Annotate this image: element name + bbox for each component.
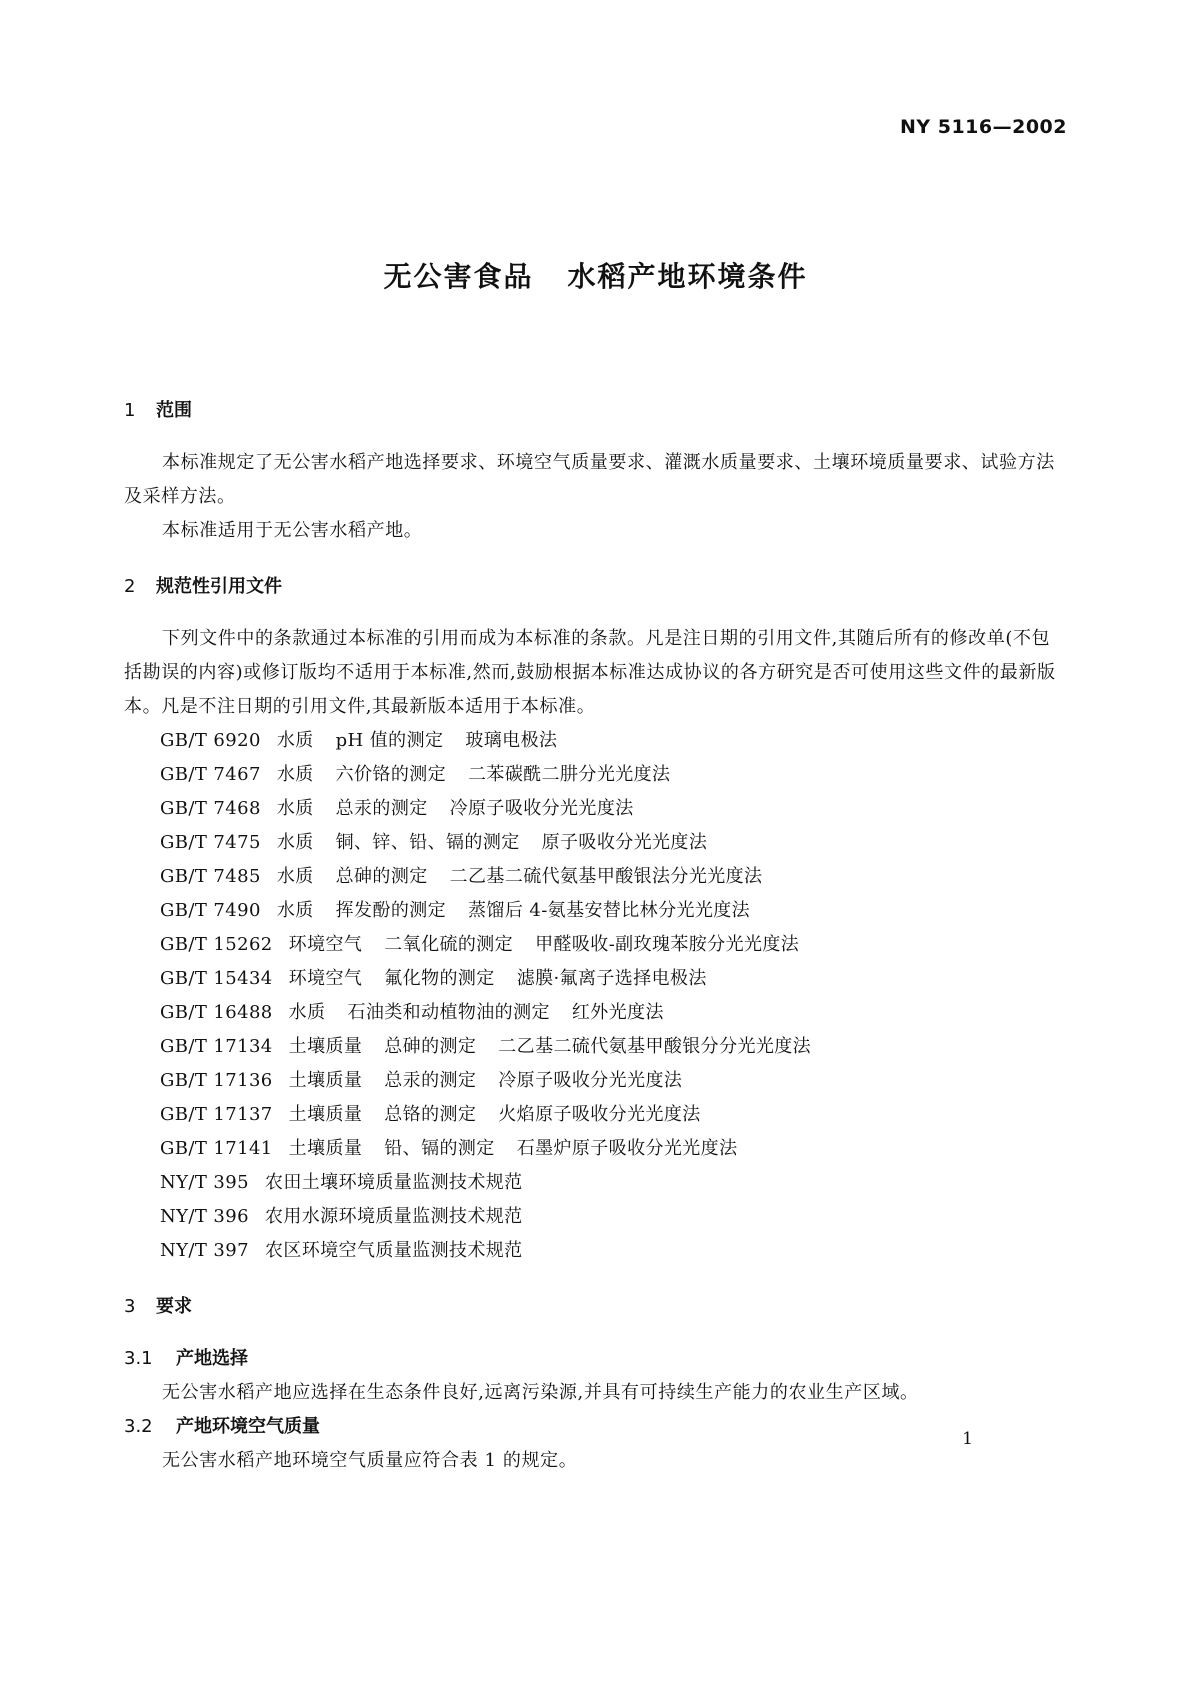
reference-item: GB/T 6920 水质 pH 值的测定 玻璃电极法 (160, 730, 558, 751)
reference-item: GB/T 17136 土壤质量 总汞的测定 冷原子吸收分光光度法 (160, 1070, 683, 1091)
reference-item: GB/T 7485 水质 总砷的测定 二乙基二硫代氨基甲酸银法分光光度法 (160, 866, 763, 887)
section-3-heading (124, 1290, 1068, 1324)
section-3-number: 3 (124, 1296, 136, 1317)
page-number: 1 (962, 1429, 973, 1449)
section-1-paragraph-2: 本标准适用于无公害水稻产地。 (162, 520, 423, 541)
reference-item: GB/T 7475 水质 铜、锌、铅、镉的测定 原子吸收分光光度法 (160, 832, 708, 853)
reference-item: GB/T 17137 土壤质量 总铬的测定 火焰原子吸收分光光度法 (160, 1104, 701, 1125)
section-2-intro: 下列文件中的条款通过本标准的引用而成为本标准的条款。凡是注日期的引用文件,其随后所有的修改单(不包括勘误的内容)或修订版均不适用于本标准,然而,鼓励根据本标准达成协议的各方研究是否可使用这些文件的最新版本。凡是不注日期的引用文件,其最新版本适用于本标准。 (124, 628, 1056, 717)
reference-item: GB/T 17141 土壤质量 铅、镉的测定 石墨炉原子吸收分光光度法 (160, 1138, 738, 1159)
reference-item: GB/T 7468 水质 总汞的测定 冷原子吸收分光光度法 (160, 798, 634, 819)
subsection-3-2-title: 产地环境空气质量 (176, 1416, 320, 1437)
reference-item: GB/T 7490 水质 挥发酚的测定 蒸馏后 4-氨基安替比林分光光度法 (160, 900, 751, 921)
document-body (124, 394, 1068, 1478)
reference-list (124, 724, 1068, 1268)
subsection-3-1-title: 产地选择 (176, 1348, 248, 1369)
reference-item: NY/T 396 农用水源环境质量监测技术规范 (160, 1206, 523, 1227)
section-1-heading (124, 394, 1068, 428)
reference-item: GB/T 16488 水质 石油类和动植物油的测定 红外光度法 (160, 1002, 664, 1023)
title-part-2: 水稻产地环境条件 (567, 260, 808, 293)
reference-item: GB/T 7467 水质 六价铬的测定 二苯碳酰二肼分光光度法 (160, 764, 671, 785)
reference-item: NY/T 397 农区环境空气质量监测技术规范 (160, 1240, 523, 1261)
subsection-3-1-heading (124, 1342, 1068, 1376)
reference-item: NY/T 395 农田土壤环境质量监测技术规范 (160, 1172, 523, 1193)
section-2-heading (124, 570, 1068, 604)
document-title (0, 255, 1191, 295)
section-3-title: 要求 (156, 1296, 192, 1317)
section-2-title: 规范性引用文件 (156, 576, 282, 597)
subsection-3-1-number: 3.1 (124, 1348, 153, 1369)
reference-item: GB/T 17134 土壤质量 总砷的测定 二乙基二硫代氨基甲酸银分分光光度法 (160, 1036, 812, 1057)
reference-item: GB/T 15262 环境空气 二氧化硫的测定 甲醛吸收-副玫瑰苯胺分光光度法 (160, 934, 800, 955)
reference-item: GB/T 15434 环境空气 氟化物的测定 滤膜·氟离子选择电极法 (160, 968, 707, 989)
subsection-3-2-number: 3.2 (124, 1416, 153, 1437)
standard-code: NY 5116—2002 (899, 116, 1067, 138)
section-1-number: 1 (124, 400, 136, 421)
title-part-1: 无公害食品 (383, 260, 534, 293)
section-2-number: 2 (124, 576, 136, 597)
section-1-title: 范围 (156, 400, 192, 421)
subsection-3-1-text: 无公害水稻产地应选择在生态条件良好,远离污染源,并具有可持续生产能力的农业生产区域。 (162, 1382, 919, 1403)
subsection-3-2-heading (124, 1410, 1068, 1444)
subsection-3-2-text: 无公害水稻产地环境空气质量应符合表 1 的规定。 (162, 1450, 578, 1471)
section-1-paragraph-1: 本标准规定了无公害水稻产地选择要求、环境空气质量要求、灌溉水质量要求、土壤环境质量要求、试验方法及采样方法。 (124, 452, 1055, 507)
